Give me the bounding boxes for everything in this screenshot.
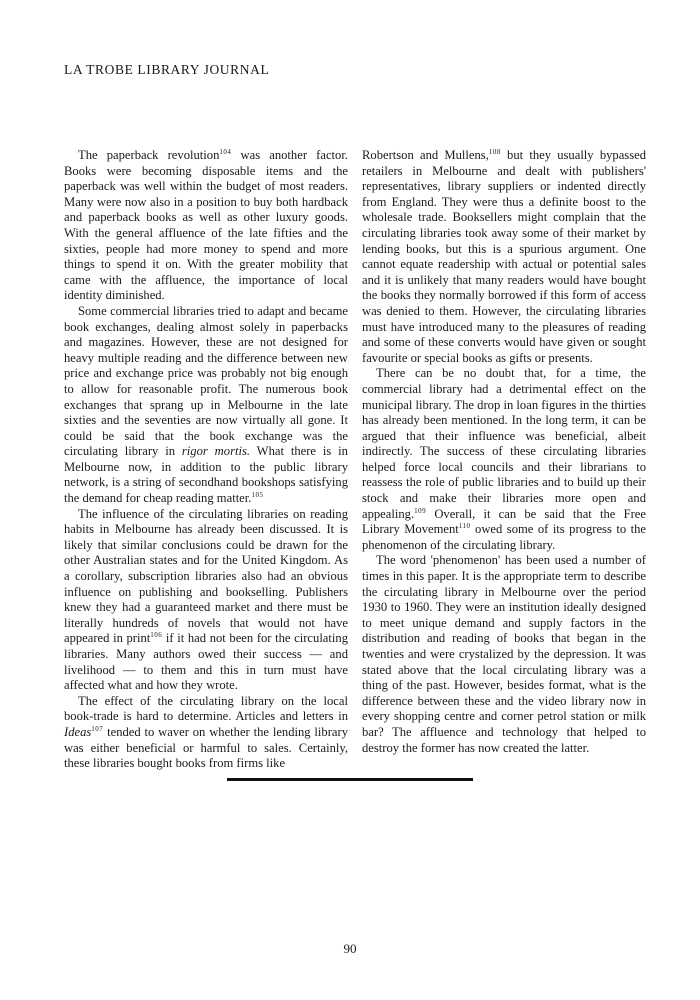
footnote-ref: 108 <box>488 148 501 156</box>
page-number: 90 <box>343 941 357 956</box>
running-title: LA TROBE LIBRARY JOURNAL <box>64 62 270 77</box>
section-divider <box>227 778 473 781</box>
footnote-ref: 105 <box>251 491 264 500</box>
footnote-ref: 107 <box>91 724 104 733</box>
left-column <box>64 148 348 772</box>
paragraph: Some commercial libraries tried to adapt and became book exchanges, dealing almost solely in paperbacks and magazines. However, these are not designed for heavy multiple reading and the difference between new price and exchange price was probably not big enough to allow for reasonable profit. The numerous book exchanges that sprang up in Melbourne in the late sixties and the seventies are now virtually all gone. It could be said that the book exchange was the circulating library in rigor mortis. What there is in Melbourne now, in addition to the public library network, is a string of secondhand bookshops satisfying the demand for cheap reading matter.$^{105}$ <box>64 303 348 506</box>
right-column <box>362 148 646 756</box>
paragraph: The word 'phenomenon' has been used a number of times in this paper. It is the appropriate term to describe the circulating library in Melbourne over the period 1930 to 1960. They were an institution ideally designed to meet unique demand and supply factors in the distribution and reading of books that began in the twenties and were crystalized by the depression. It was stated above that the local circulating library was a thing of the past. However, besides format, what is the difference between these and the video library now in every shopping centre and corner petrol station or milk bar? The affluence and technology that helped to destroy the former has now created the latter. <box>362 553 646 755</box>
footnote-ref: 110 <box>458 522 471 531</box>
paragraph: Robertson and Mullens,$^{108}$ but they usually bypassed retailers in Melbourne and dealt with publishers' representatives, library suppliers or indented directly from England. They were thus a definite boost to the wholesale trade. Booksellers might complain that the circulating libraries took away some of their market by lending books, but this is a spurious argument. One cannot equate readership with actual or potential sales and it is unlikely that many readers would have bought the books they normally borrowed if this form of access was denied to them. However, the circulating libraries must have introduced many to the pleasures of reading and some of these converts would have given or sought favourite or special books as gifts or presents. <box>362 148 646 365</box>
paragraph: The effect of the circulating library on the local book-trade is hard to determine. Articles and letters in Ideas$^{107}$ tended to waver on whether the lending library was either beneficial or harmful to sales. Certainly, these libraries bought books from firms like <box>64 693 348 771</box>
footnote-ref: 104 <box>219 148 232 156</box>
paragraph: The paperback revolution$^{104}$ was another factor. Books were becoming disposable items and the paperback was well within the budget of most readers. Many were now also in a position to buy both hardback and paperback books as well as other luxury goods. With the general affluence of the late fifties and the sixties, people had more money to spend and more things to spend it on. With the greater mobility that came with the affluence, the importance of local identity diminished. <box>64 148 348 303</box>
paragraph: There can be no doubt that, for a time, the commercial library had a detrimental effect on the municipal library. The drop in loan figures in the thirties has already been mentioned. In the long term, it can be argued that their influence was beneficial, albeit indirectly. The success of these circulating libraries helped force local councils and their librarians to reassess the role of public libraries and to build up their stock and make their libraries more open and appealing.$^{109}$ Overall, it can be said that the Free Library Movement$^{110}$ owed some of its progress to the phenomenon of the circulating library. <box>362 366 646 552</box>
footnote-ref: 109 <box>414 506 427 515</box>
paragraph: The influence of the circulating libraries on reading habits in Melbourne has already been discussed. It is likely that similar conclusions could be drawn for the other Australian states and for the United Kingdom. As a corollary, subscription libraries also had an obvious influence on publishing and bookselling. Publishers knew they had a guaranteed market and there must be literally hundreds of novels that would not have appeared in print$^{106}$ if it had not been for the circulating libraries. Many authors owed their success — and livelihood — to them and this in turn must have affected what and how they wrote. <box>64 506 348 693</box>
footnote-ref: 106 <box>150 631 163 640</box>
